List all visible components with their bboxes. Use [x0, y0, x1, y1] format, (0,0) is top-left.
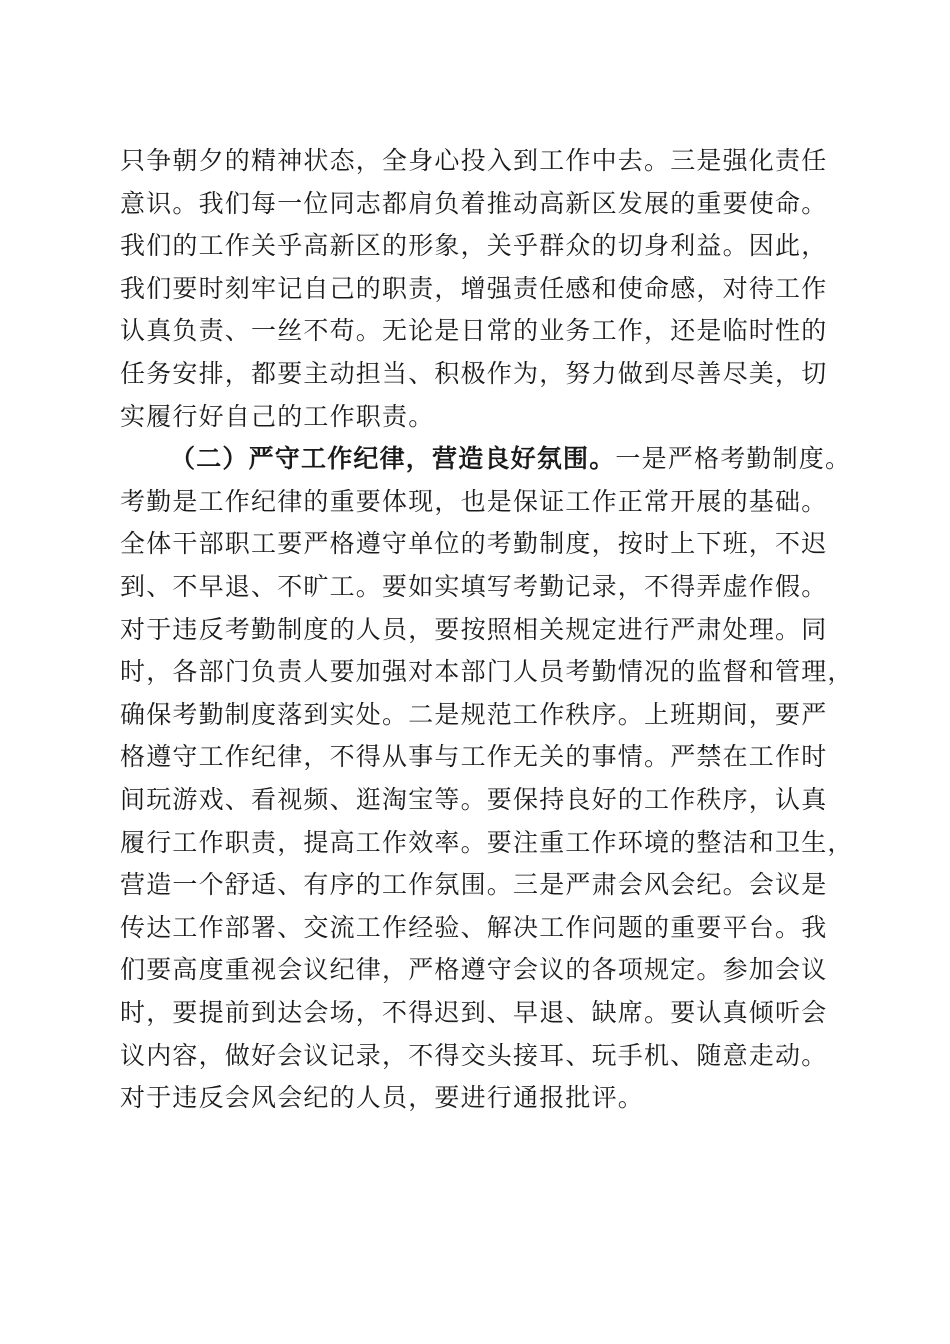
text-line: 全体干部职工要严格遵守单位的考勤制度，按时上下班，不迟 [120, 529, 828, 558]
section-heading-line [170, 442, 851, 476]
text-line: 我们的工作关乎高新区的形象，关乎群众的切身利益。因此， [120, 231, 828, 260]
text-line: 认真负责、一丝不苟。无论是日常的业务工作，还是临时性的 [120, 316, 828, 345]
text-line: 考勤是工作纪律的重要体现，也是保证工作正常开展的基础。 [120, 487, 828, 516]
text-line: 只争朝夕的精神状态，全身心投入到工作中去。三是强化责任 [120, 146, 828, 175]
text-line: 实履行好自己的工作职责。 [120, 402, 435, 431]
text-line: 议内容，做好会议记录，不得交头接耳、玩手机、随意走动。 [120, 1041, 828, 1070]
text-line: 任务安排，都要主动担当、积极作为，努力做到尽善尽美，切 [120, 359, 828, 388]
text-line: 对于违反考勤制度的人员，要按照相关规定进行严肃处理。同 [120, 615, 828, 644]
text-line: 我们要时刻牢记自己的职责，增强责任感和使命感，对待工作 [120, 274, 828, 303]
section-heading: （二）严守工作纪律，营造良好氛围。 [170, 444, 616, 473]
text-line: 履行工作职责，提高工作效率。要注重工作环境的整洁和卫生， [120, 828, 854, 857]
text-line: 传达工作部署、交流工作经验、解决工作问题的重要平台。我 [120, 913, 828, 942]
text-line: 到、不早退、不旷工。要如实填写考勤记录，不得弄虚作假。 [120, 572, 828, 601]
text-line: 确保考勤制度落到实处。二是规范工作秩序。上班期间，要严 [120, 700, 828, 729]
text-line: 间玩游戏、看视频、逛淘宝等。要保持良好的工作秩序，认真 [120, 785, 828, 814]
text-line: 意识。我们每一位同志都肩负着推动高新区发展的重要使命。 [120, 189, 828, 218]
text-line: 时，要提前到达会场，不得迟到、早退、缺席。要认真倾听会 [120, 998, 828, 1027]
text-span: 一是严格考勤制度。 [615, 444, 852, 473]
text-line: 格遵守工作纪律，不得从事与工作无关的事情。严禁在工作时 [120, 742, 828, 771]
text-line: 们要高度重视会议纪律，严格遵守会议的各项规定。参加会议 [120, 955, 828, 984]
text-line: 营造一个舒适、有序的工作氛围。三是严肃会风会纪。会议是 [120, 870, 828, 899]
text-line: 对于违反会风会纪的人员，要进行通报批评。 [120, 1083, 645, 1112]
text-line: 时，各部门负责人要加强对本部门人员考勤情况的监督和管理， [120, 657, 854, 686]
